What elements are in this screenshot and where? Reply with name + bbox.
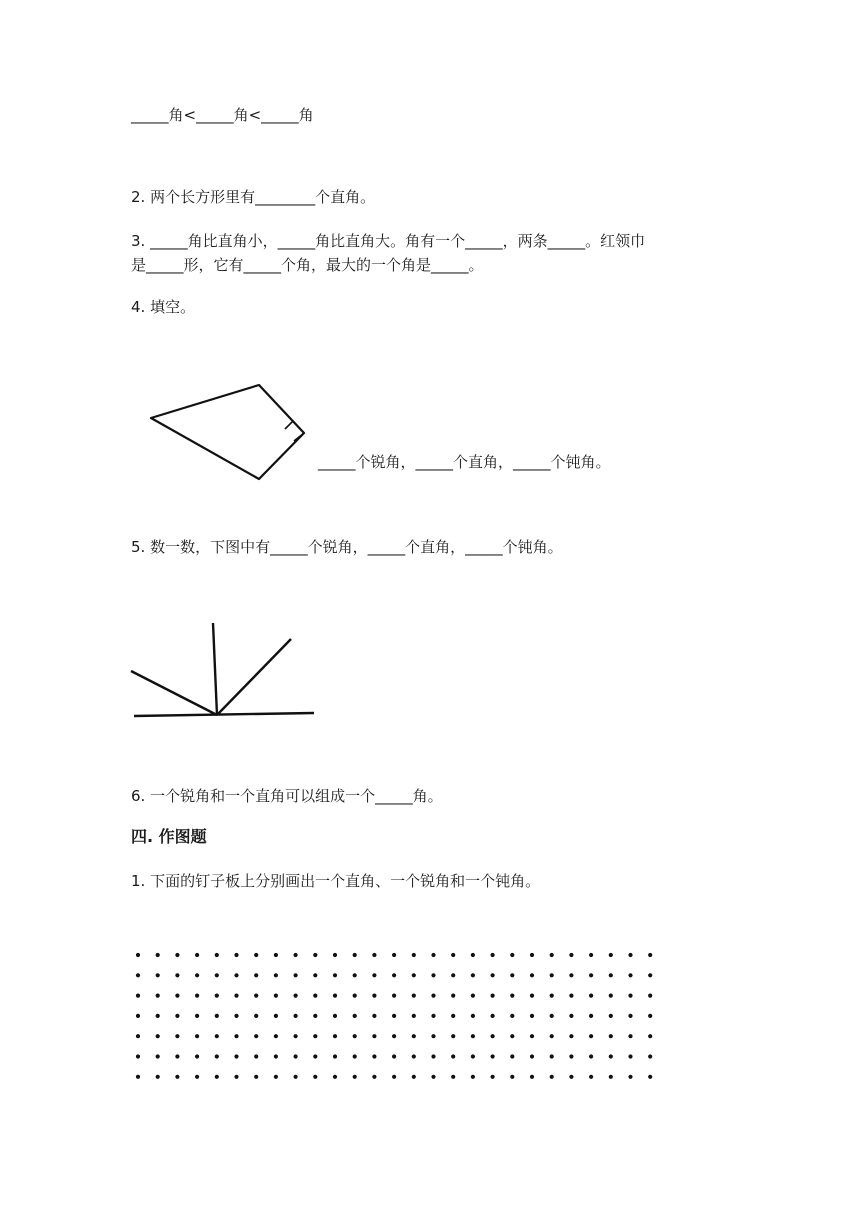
nail-dot — [333, 1075, 337, 1079]
nail-dot — [333, 953, 337, 957]
nail-dot — [136, 1075, 140, 1079]
nail-dot — [628, 1054, 632, 1058]
nail-dot — [215, 1054, 219, 1058]
nail-dot — [491, 1054, 495, 1058]
nail-dot — [392, 973, 396, 977]
question-3-line-1: 3. _____角比直角小，_____角比直角大。角有一个_____，两条_____。红领巾 — [131, 232, 646, 250]
nail-dot — [392, 1014, 396, 1018]
nail-dot — [195, 1054, 199, 1058]
nail-dot — [451, 1034, 455, 1038]
nail-dot — [333, 1034, 337, 1038]
nail-dot — [451, 1054, 455, 1058]
nail-dot — [372, 994, 376, 998]
nail-dot — [589, 1054, 593, 1058]
nail-dot — [471, 953, 475, 957]
nail-dot — [648, 1034, 652, 1038]
nail-dot — [530, 1075, 534, 1079]
nail-dot — [274, 994, 278, 998]
nail-dot — [254, 1075, 258, 1079]
nail-dot — [628, 1034, 632, 1038]
question-6: 6. 一个锐角和一个直角可以组成一个_____角。 — [131, 787, 443, 805]
nail-dot — [648, 994, 652, 998]
question-4: 4. 填空。 — [131, 298, 196, 316]
nail-dot — [510, 973, 514, 977]
nail-dot — [609, 1034, 613, 1038]
nail-dot — [136, 1014, 140, 1018]
nail-dot — [609, 1054, 613, 1058]
nail-dot — [510, 953, 514, 957]
nail-dot — [333, 994, 337, 998]
nail-dot — [569, 994, 573, 998]
nail-dot — [274, 1054, 278, 1058]
nail-dot — [648, 953, 652, 957]
nail-dot — [550, 1034, 554, 1038]
nail-dot — [392, 1034, 396, 1038]
nail-dot — [372, 1054, 376, 1058]
nail-dot — [628, 1014, 632, 1018]
nail-dot — [530, 1014, 534, 1018]
nail-dot — [609, 994, 613, 998]
nail-dot — [550, 1014, 554, 1018]
nail-dot — [254, 973, 258, 977]
nail-dot — [156, 1054, 160, 1058]
nail-dot — [392, 1054, 396, 1058]
nail-dot — [589, 1075, 593, 1079]
nail-dot — [491, 1014, 495, 1018]
nail-dot — [234, 994, 238, 998]
nail-dot — [392, 953, 396, 957]
nail-dot — [510, 1054, 514, 1058]
nail-dot — [569, 1054, 573, 1058]
nail-dot — [195, 994, 199, 998]
nail-dot — [274, 1034, 278, 1038]
nail-dot — [254, 953, 258, 957]
nail-dot — [294, 953, 298, 957]
nail-dot — [648, 1075, 652, 1079]
nail-dot — [451, 973, 455, 977]
nail-dot — [156, 953, 160, 957]
nail-dot — [491, 973, 495, 977]
nail-dot — [431, 953, 435, 957]
nail-dot — [234, 953, 238, 957]
nail-dot — [491, 953, 495, 957]
nail-dot — [569, 953, 573, 957]
nail-dot — [471, 1075, 475, 1079]
nail-dot — [372, 973, 376, 977]
nail-dot — [156, 973, 160, 977]
nail-dot — [195, 1034, 199, 1038]
nail-dot — [274, 1014, 278, 1018]
nail-dot — [471, 973, 475, 977]
nail-dot — [313, 1075, 317, 1079]
nail-dot — [156, 1034, 160, 1038]
nail-dot — [569, 1034, 573, 1038]
nail-dot — [628, 1075, 632, 1079]
nail-dot — [372, 953, 376, 957]
nail-dot — [333, 1054, 337, 1058]
nail-dot — [530, 1034, 534, 1038]
nail-dot — [471, 1034, 475, 1038]
nail-dot — [175, 1034, 179, 1038]
nail-dot — [550, 1075, 554, 1079]
nail-dot — [589, 973, 593, 977]
nail-dot — [431, 1014, 435, 1018]
nail-dot — [530, 973, 534, 977]
nail-dot — [648, 973, 652, 977]
nail-dot — [510, 1034, 514, 1038]
nail-dot — [274, 1075, 278, 1079]
nail-dot — [372, 1034, 376, 1038]
nail-dot — [510, 1075, 514, 1079]
nail-dot — [195, 973, 199, 977]
nail-dot — [195, 1014, 199, 1018]
drawing-question-1: 1. 下面的钉子板上分别画出一个直角、一个锐角和一个钝角。 — [131, 872, 541, 890]
nail-dot — [431, 994, 435, 998]
angle-order-blanks: _____角<_____角<_____角 — [131, 106, 314, 124]
nail-dot — [254, 1054, 258, 1058]
nail-dot — [313, 1014, 317, 1018]
nail-dot — [412, 994, 416, 998]
nail-dot — [294, 1034, 298, 1038]
section-4-title: 四. 作图题 — [131, 827, 207, 846]
nail-dot — [569, 973, 573, 977]
nail-dot — [175, 1075, 179, 1079]
nail-dot — [628, 994, 632, 998]
nail-dot — [136, 994, 140, 998]
nail-dot — [353, 953, 357, 957]
nail-dot — [412, 1034, 416, 1038]
nail-dot — [609, 953, 613, 957]
nail-dot — [156, 1014, 160, 1018]
question-2: 2. 两个长方形里有________个直角。 — [131, 188, 376, 206]
nail-dot — [215, 1034, 219, 1038]
nail-dot — [431, 973, 435, 977]
nail-dot — [313, 994, 317, 998]
nail-dot — [175, 973, 179, 977]
nail-dot — [215, 953, 219, 957]
nail-dot — [175, 1054, 179, 1058]
nail-dot — [609, 1014, 613, 1018]
nail-dot — [195, 1075, 199, 1079]
nail-dot — [491, 994, 495, 998]
nail-dot — [215, 1075, 219, 1079]
nail-dot — [294, 1054, 298, 1058]
nail-dot — [215, 994, 219, 998]
nail-dot — [136, 1054, 140, 1058]
nail-dot — [471, 994, 475, 998]
nail-dot — [294, 1075, 298, 1079]
nail-dot — [648, 1054, 652, 1058]
nail-dot — [550, 973, 554, 977]
nail-dot — [175, 953, 179, 957]
nail-dot — [510, 1014, 514, 1018]
nail-dot — [313, 973, 317, 977]
nail-dot — [451, 994, 455, 998]
nail-dot — [589, 994, 593, 998]
nail-dot — [471, 1054, 475, 1058]
question-5: 5. 数一数，下图中有_____个锐角，_____个直角，_____个钝角。 — [131, 538, 563, 556]
nail-dot — [234, 1054, 238, 1058]
nail-dot — [589, 1034, 593, 1038]
nail-dot — [491, 1034, 495, 1038]
nail-dot — [491, 1075, 495, 1079]
nail-dot — [372, 1014, 376, 1018]
nail-dot — [569, 1014, 573, 1018]
nail-dot — [353, 1014, 357, 1018]
nail-dot — [313, 953, 317, 957]
nail-dot — [294, 994, 298, 998]
nail-dot — [215, 1014, 219, 1018]
nail-dot — [609, 973, 613, 977]
nail-dot — [274, 953, 278, 957]
nail-dot — [274, 973, 278, 977]
nail-dot — [569, 1075, 573, 1079]
nail-dot — [431, 1075, 435, 1079]
nail-dot — [254, 1014, 258, 1018]
nail-dot — [451, 1014, 455, 1018]
nail-dot — [156, 994, 160, 998]
nail-dot — [550, 1054, 554, 1058]
nail-dot — [353, 973, 357, 977]
nail-dot — [294, 973, 298, 977]
nail-dot — [628, 973, 632, 977]
nail-dot — [530, 1054, 534, 1058]
nail-dot — [234, 1034, 238, 1038]
nail-dot — [609, 1075, 613, 1079]
nail-dot — [234, 1014, 238, 1018]
nail-dot — [136, 953, 140, 957]
nail-dot — [471, 1014, 475, 1018]
nail-dot — [215, 973, 219, 977]
nail-dot — [589, 953, 593, 957]
nail-dot — [136, 1034, 140, 1038]
nail-dot — [313, 1054, 317, 1058]
nail-dot — [313, 1034, 317, 1038]
nail-dot — [372, 1075, 376, 1079]
nail-dot — [294, 1014, 298, 1018]
nail-dot — [412, 1054, 416, 1058]
nail-dot — [353, 1054, 357, 1058]
nail-dot — [234, 1075, 238, 1079]
nail-dot — [648, 1014, 652, 1018]
nail-dot — [431, 1034, 435, 1038]
nail-dot — [392, 1075, 396, 1079]
nail-dot — [628, 953, 632, 957]
nail-dot — [254, 994, 258, 998]
nail-dot — [550, 994, 554, 998]
nail-dot — [412, 973, 416, 977]
nail-dot — [175, 1014, 179, 1018]
nail-dot — [510, 994, 514, 998]
nail-dot — [451, 1075, 455, 1079]
nail-dot — [451, 953, 455, 957]
nail-dot — [412, 1014, 416, 1018]
nail-dot — [175, 994, 179, 998]
nail-dot — [333, 1014, 337, 1018]
nail-dot — [353, 1075, 357, 1079]
nail-dot — [234, 973, 238, 977]
question-4-answer: _____个锐角，_____个直角，_____个钝角。 — [318, 453, 611, 471]
nail-dot — [530, 953, 534, 957]
nail-dot — [254, 1034, 258, 1038]
nail-dot — [195, 953, 199, 957]
nail-dot — [550, 953, 554, 957]
nail-dot — [412, 953, 416, 957]
nail-dot — [353, 1034, 357, 1038]
nail-dot — [156, 1075, 160, 1079]
nail-dot — [530, 994, 534, 998]
nail-dot — [589, 1014, 593, 1018]
nail-dot — [392, 994, 396, 998]
nail-dot — [353, 994, 357, 998]
nail-dot — [136, 973, 140, 977]
question-3-line-2: 是_____形，它有_____个角，最大的一个角是_____。 — [131, 256, 484, 274]
nail-dot — [333, 973, 337, 977]
nail-dot — [431, 1054, 435, 1058]
nail-dot — [412, 1075, 416, 1079]
